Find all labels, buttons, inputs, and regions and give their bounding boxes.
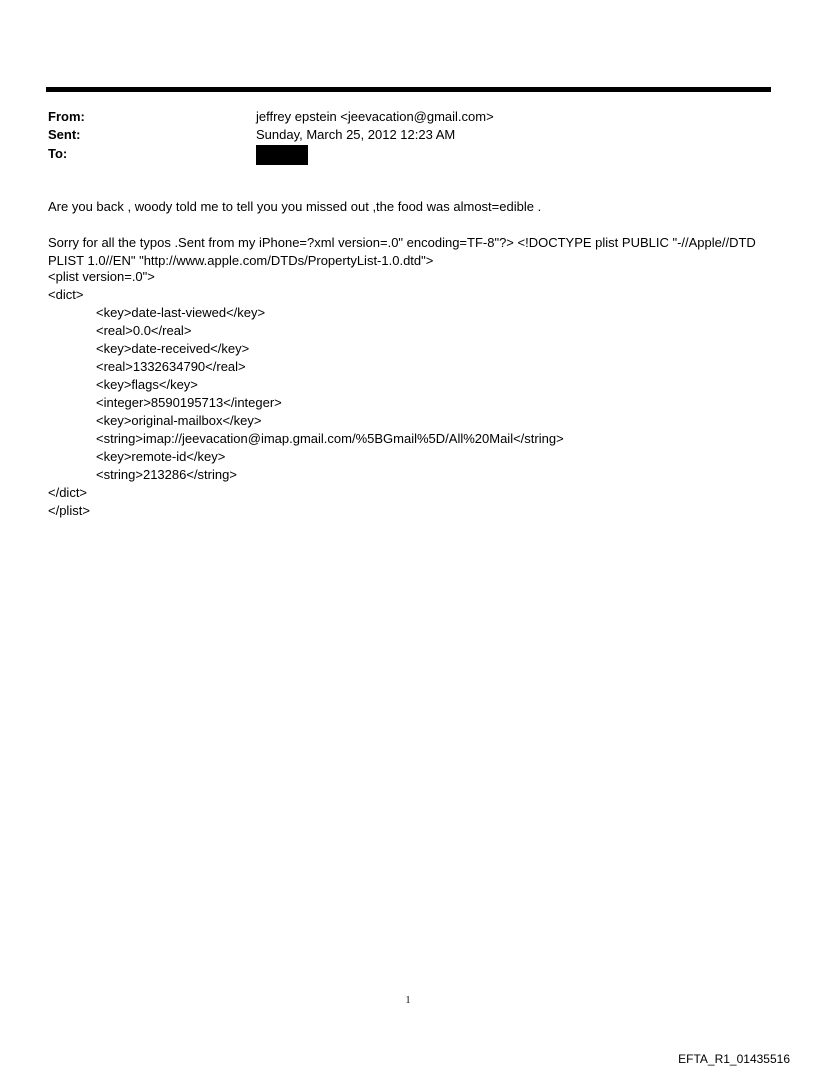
plist-entry: <key>date-last-viewed</key> [96,305,266,320]
redaction-block [256,145,308,165]
plist-open: <plist version=.0"> [48,269,155,284]
body-line-1: Are you back , woody told me to tell you you missed out ,the food was almost=edible . [48,199,542,214]
sent-value: Sunday, March 25, 2012 12:23 AM [256,127,456,142]
page-number: 1 [405,995,411,1006]
dict-close: </dict> [48,485,88,500]
plist-block [48,268,778,520]
plist-entry: <string>imap://jeevacation@imap.gmail.com/%5BGmail%5D/All%20Mail</string> [96,431,564,446]
plist-entry: <key>original-mailbox</key> [96,413,262,428]
dict-open: <dict> [48,287,84,302]
plist-entry: <real>1332634790</real> [96,359,246,374]
header-rule [46,87,771,92]
plist-close: </plist> [48,503,90,518]
body-line-2: Sorry for all the typos .Sent from my iPhone=?xml version=.0" encoding=TF-8"?> <!DOCTYPE plist PUBLIC "-//Apple//DTD PLIST 1.0//EN" "http://www.apple.com/DTDs/PropertyList-1.0.dtd"> [48,235,760,268]
plist-entry: <key>remote-id</key> [96,449,226,464]
document-id: EFTA_R1_01435516 [678,1052,790,1066]
plist-entry: <integer>8590195713</integer> [96,395,282,410]
plist-entry: <key>date-received</key> [96,341,250,356]
plist-entry: <key>flags</key> [96,377,198,392]
from-label: From: [48,109,85,124]
sent-label: Sent: [48,127,81,142]
from-value: jeffrey epstein <jeevacation@gmail.com> [256,109,494,124]
plist-entry: <string>213286</string> [96,467,237,482]
plist-entry: <real>0.0</real> [96,323,192,338]
to-label: To: [48,146,68,161]
